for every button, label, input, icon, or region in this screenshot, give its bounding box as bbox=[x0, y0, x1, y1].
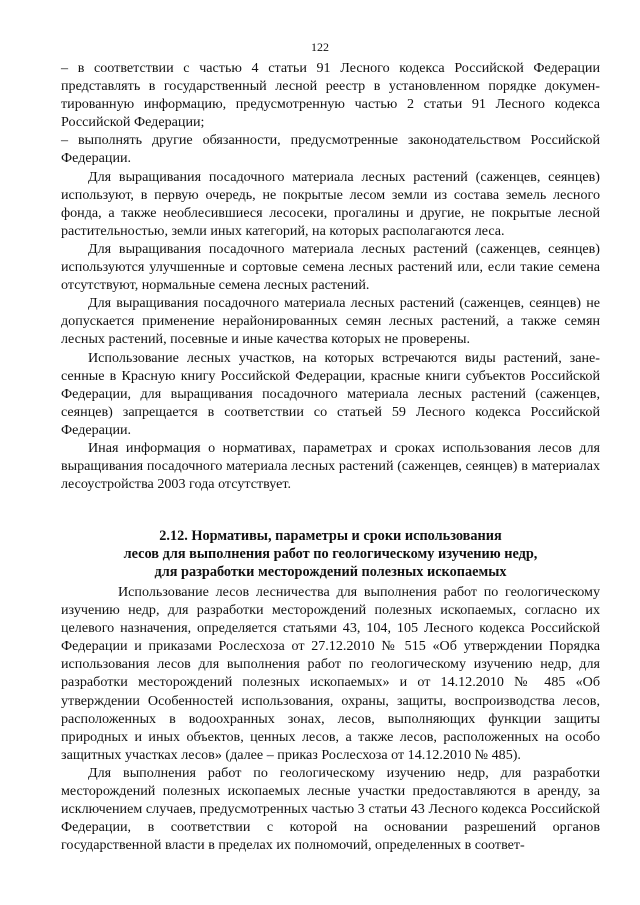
paragraph: Использование лесов лесничества для выполнения работ по геологическому изучению недр, для разработки месторождений полезных ископаемых, согласно их целевого назначения, определяется статьями 43, 104, 105 Лесного кодекса Российской Федерации и приказами Рослесхоза от 27.12.2010 № 515 «Об утверждении Порядка использования лесов для выполнения работ по геологическому изучению недр, для разработки месторождений полезных ископаемых» и от 14.12.2010 № 485 «Об утверждении Особенностей использования, охраны, защиты, воспроизводства лесов, расположенных в водоохранных зонах, лесов, выполняющих функции защиты природных и иных объектов, ценных лесов, а также лесов, расположенных на особо защитных участках лесов» (далее – приказ Рослесхоза от 14.12.2010 № 485). bbox=[61, 584, 600, 763]
paragraph: Для выращивания посадочного материала лесных растений (саженцев, сеянцев) используются улучшенные и сортовые семена лесных растений или, если такие семена отсутствуют, нормальные семена лесных растений. bbox=[61, 240, 600, 294]
paragraph: Для выращивания посадочного материала лесных растений (саженцев, сеянцев) используют, в первую очередь, не покрытые лесом земли из состава земель лесного фонда, а также необлесившиеся лесосеки, прогалины и другие, не покрытые лесной растительностью, земли иных категорий, на которых располагаются леса. bbox=[61, 168, 600, 239]
paragraph: – выполнять другие обязанности, предусмотренные законодательством Российской Федерации. bbox=[61, 132, 600, 167]
paragraph: Использование лесных участков, на которых встречаются виды растений, занесенные в Красную книгу Российской Федерации, красные книги субъектов Российской Федерации, для выращивания посадочного материала лесных растений (саженцев, сеянцев) запрещается в соответствии со статьей 59 Лесного кодекса Российской Федерации. bbox=[61, 349, 600, 438]
section-heading-line: лесов для выполнения работ по геологическому изучению недр, bbox=[123, 546, 538, 562]
page-number: 122 bbox=[311, 40, 329, 54]
paragraph: Для выполнения работ по геологическому изучению недр, для разработки месторождений полезных ископаемых лесные участки предоставляются в аренду, за исключением случаев, предусмотренных частью 3 статьи 43 Лесного кодекса Российской Федерации, в соответствии с которой на основании разрешений органов государственной власти в пределах их полномочий, определенных в соответ- bbox=[61, 764, 600, 854]
section-heading-line: для разработки месторождений полезных ископаемых bbox=[154, 564, 507, 580]
section-heading-line: 2.12. Нормативы, параметры и сроки использования bbox=[159, 528, 502, 544]
text-block-bottom bbox=[61, 583, 600, 854]
text-block-top bbox=[61, 59, 600, 493]
paragraph: Иная информация о нормативах, параметрах и сроках использования лесов для выращивания посадочного материала лесных растений (саженцев, сеянцев) в материалах лесоустройства 2003 года отсутствует. bbox=[61, 439, 600, 493]
paragraph: – в соответствии с частью 4 статьи 91 Лесного кодекса Российской Федерации представлять в государственный лесной реестр в установленном порядке документированную информацию, предусмотренную частью 2 статьи 91 Лесного кодекса Российской Федерации; bbox=[61, 60, 600, 131]
paragraph: Для выращивания посадочного материала лесных растений (саженцев, сеянцев) не допускается применение нерайонированных семян лесных растений, а также семян лесных растений, посевные и иные качества которых не проверены. bbox=[61, 295, 600, 348]
section-heading bbox=[61, 527, 600, 581]
